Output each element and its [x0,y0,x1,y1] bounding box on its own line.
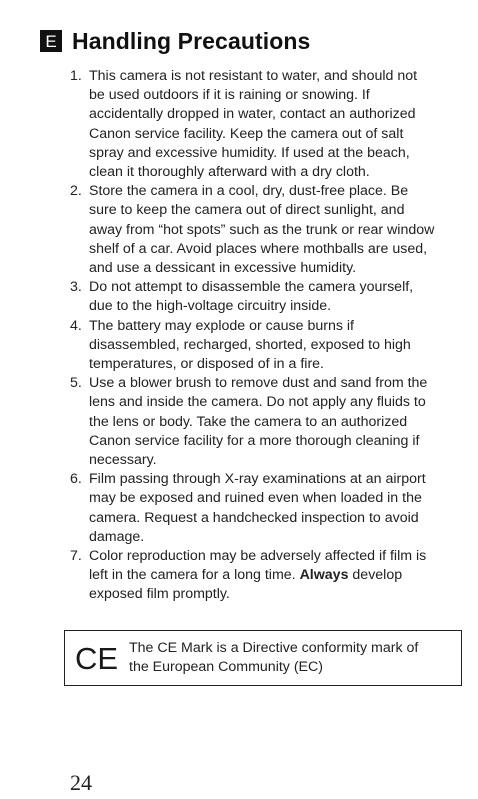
precaution-item-6 [70,470,478,547]
item-number: 1. [70,68,82,84]
precaution-item-2 [70,182,478,278]
item-text: Do not attempt to disassemble the camera yourself, due to the high-voltage circuitry inside. [89,279,414,315]
item-text-end: develop exposed film promptly. [89,567,403,603]
ce-mark-icon [73,641,125,675]
precaution-item-3 [70,278,478,316]
precaution-item-1 [70,67,478,182]
item-text: The battery may explode or cause burns if disassembled, recharged, shorted, exposed to high temperatures, or disposed of in a fire. [89,317,411,373]
item-text: This camera is not resistant to water, and should not be used outdoors if it is raining or snowing. If accidentally dropped in water, contact an authorized Canon service facility. Keep the camera out of salt spray and excessive humidity. If used at the beach, clean it thoroughly afterward with a dry cloth. [89,68,418,181]
ce-notice-text: The CE Mark is a Directive conformity mark of the European Community (EC) [129,640,419,675]
item-number: 2. [70,183,82,200]
item-text [89,547,478,605]
item-number: 7. [70,548,82,565]
item-text-start: Color reproduction may be adversely affected if film is left in the camera for a long time. [89,548,427,584]
page-number: 24 [70,770,92,795]
section-header [40,26,310,56]
precaution-item-4 [70,317,478,375]
precautions-list [70,67,478,605]
item-text: Use a blower brush to remove dust and sand from the lens and inside the camera. Do not apply any fluids to the lens or body. Take the camera to an authorized Canon service facility for a more thorough cleaning if necessary. [89,375,428,469]
item-number: 3. [70,279,82,296]
item-text-emphasis: Always [299,567,349,584]
precaution-item-7 [70,547,478,605]
item-number: 6. [70,471,82,488]
section-letter-badge: E [40,30,62,52]
precaution-item-5 [70,374,478,470]
page-title: Handling Precautions [72,27,311,54]
item-number: 4. [70,317,82,334]
item-text: Store the camera in a cool, dry, dust-free place. Be sure to keep the camera out of direct sunlight, and away from “hot spots” such as the trunk or rear window shelf of a car. Avoid places where mothballs are used, and use a dessicant in excessive humidity. [89,183,435,277]
item-number: 5. [70,375,82,392]
ce-mark-text: CE [75,641,119,675]
ce-notice-box [64,630,462,686]
item-text: Film passing through X-ray examinations at an airport may be exposed and ruined even when loaded in the camera. Request a handchecked inspection to avoid damage. [89,471,426,545]
